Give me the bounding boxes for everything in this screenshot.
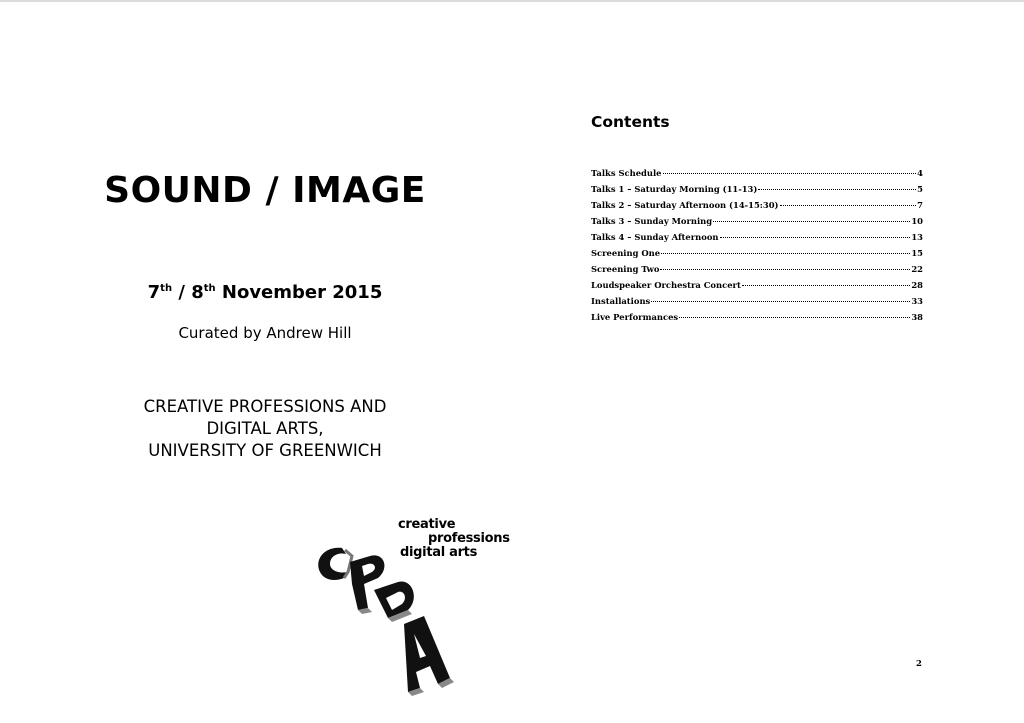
- toc-entry[interactable]: [591, 232, 923, 248]
- cpda-logo-icon: [312, 538, 462, 698]
- toc-entry-page: 33: [911, 296, 923, 306]
- toc-entry-label: Screening Two: [591, 264, 660, 274]
- toc-entry-page: 15: [911, 248, 923, 258]
- toc-entry-page: 22: [911, 264, 923, 274]
- toc-entry[interactable]: [591, 264, 923, 280]
- toc-entry[interactable]: [591, 184, 923, 200]
- institution-line: UNIVERSITY OF GREENWICH: [148, 441, 382, 460]
- toc-entry-label: Installations: [591, 296, 651, 306]
- toc-leader: [663, 173, 917, 174]
- toc-leader: [651, 301, 910, 302]
- toc-entry-page: 13: [911, 232, 923, 242]
- toc-entry-page: 5: [917, 184, 923, 194]
- toc-leader: [780, 205, 917, 206]
- toc-entry-label: Talks 1 – Saturday Morning (11-13): [591, 184, 758, 194]
- logo-wordmark: [398, 518, 510, 560]
- date-day-2: 8: [191, 282, 204, 303]
- cpda-logo: [312, 517, 510, 678]
- toc-entry[interactable]: [591, 248, 923, 264]
- toc-leader: [661, 253, 910, 254]
- toc-entry-label: Talks 4 – Sunday Afternoon: [591, 232, 719, 242]
- page-number: 2: [916, 659, 922, 669]
- date-day-2-suffix: th: [203, 283, 216, 294]
- table-of-contents: [591, 168, 923, 328]
- date-day-1: 7: [147, 282, 161, 303]
- toc-entry[interactable]: [591, 280, 923, 296]
- toc-leader: [758, 189, 916, 190]
- toc-leader: [720, 237, 911, 238]
- date-day-1-suffix: th: [160, 283, 173, 294]
- toc-leader: [679, 317, 910, 318]
- institution-line: DIGITAL ARTS,: [206, 419, 324, 438]
- toc-entry[interactable]: [591, 200, 923, 216]
- curator-line: Curated by Andrew Hill: [178, 324, 352, 342]
- toc-leader: [713, 221, 910, 222]
- toc-entry-page: 38: [911, 312, 923, 322]
- toc-entry-label: Talks 3 – Sunday Morning: [591, 216, 713, 226]
- date-month-year: November 2015: [215, 282, 383, 303]
- toc-entry-label: Loudspeaker Orchestra Concert: [591, 280, 741, 290]
- institution-line: CREATIVE PROFESSIONS AND: [143, 397, 387, 416]
- toc-entry-page: 7: [917, 200, 923, 210]
- toc-entry-label: Talks 2 – Saturday Afternoon (14-15:30): [591, 200, 779, 210]
- toc-entry[interactable]: [591, 168, 923, 184]
- logo-word: professions: [428, 531, 510, 546]
- toc-entry[interactable]: [591, 296, 923, 312]
- toc-leader: [660, 269, 910, 270]
- toc-entry-page: 10: [911, 216, 923, 226]
- toc-entry[interactable]: [591, 312, 923, 328]
- logo-word: creative: [398, 517, 456, 532]
- toc-entry-page: 4: [917, 168, 923, 178]
- toc-entry-label: Live Performances: [591, 312, 679, 322]
- document-title: SOUND / IMAGE: [104, 170, 426, 211]
- date-separator: /: [172, 282, 192, 303]
- contents-heading: Contents: [591, 113, 670, 131]
- toc-entry-label: Screening One: [591, 248, 661, 258]
- toc-leader: [742, 285, 911, 286]
- contents-page: [530, 0, 1024, 723]
- toc-entry-page: 28: [911, 280, 923, 290]
- toc-entry[interactable]: [591, 216, 923, 232]
- logo-word: digital arts: [400, 545, 478, 560]
- toc-entry-label: Talks Schedule: [591, 168, 662, 178]
- institution-block: [0, 396, 530, 462]
- event-date: [0, 282, 530, 303]
